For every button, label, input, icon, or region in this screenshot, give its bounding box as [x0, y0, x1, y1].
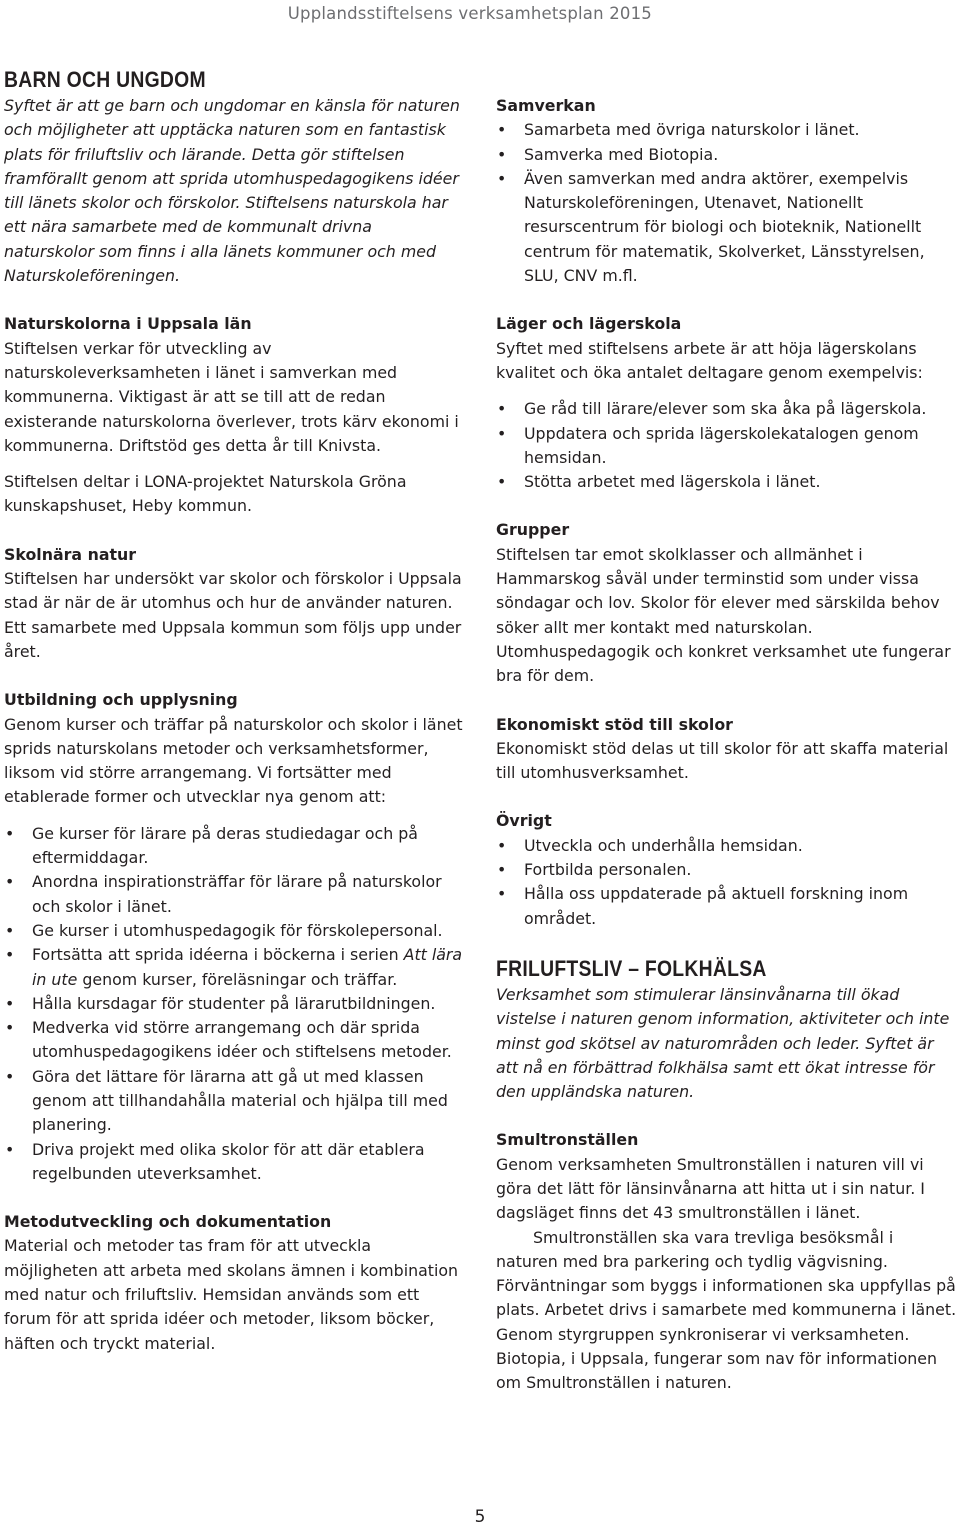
heading-metodutveckling: Metodutveckling och dokumentation [4, 1212, 332, 1232]
paragraph-smultronstallen-2: Smultronställen ska vara trevliga besöksmål i naturen med bra parkering och tydlig vägvisning. Förväntningar som byggs i informationen ska uppfyllas på plats. Arbetet drivs i samarbete med kommunerna i länet. Genom styrgruppen synkroniserar vi verksamheten. Biotopia, i Uppsala, fungerar som nav för informationen om Smultronställen i naturen. [496, 1227, 957, 1393]
paragraph-metodutveckling: Material och metoder tas fram för att utveckla möjligheten att arbeta med skolans ämnen i kombination med natur och friluftsliv. Hemsidan används som ett forum för att sprida idéer och metoder, liksom böcker, häften och tryckt material. [4, 1236, 459, 1353]
section-metodutveckling [4, 1210, 466, 1356]
heading-grupper: Grupper [496, 520, 570, 540]
section-barn-och-ungdom [4, 66, 466, 288]
section-lager-och-lagerskola [496, 312, 958, 494]
section-ekonomiskt-stod [496, 713, 958, 786]
heading-naturskolorna: Naturskolorna i Uppsala län [4, 314, 252, 334]
section-ovrigt [496, 809, 958, 930]
samverkan-bullet-list [496, 118, 958, 288]
section-naturskolorna [4, 312, 466, 518]
heading-ekonomiskt-stod: Ekonomiskt stöd till skolor [496, 714, 733, 734]
section-samverkan [496, 94, 958, 288]
list-item: • Fortbilda personalen. [496, 858, 958, 882]
paragraph-naturskolorna-1: Stiftelsen verkar för utveckling av naturskoleverksamheten i länet i samverkan med kommunerna. Viktigast är att se till att de redan existerande naturskolorna överlever, trots kärv ekonomi i kommunerna. Driftstöd ges detta år till Knivsta. [4, 338, 459, 455]
right-column [496, 94, 958, 1420]
list-item: • Göra det lättare för lärarna att gå ut med klassen genom att tillhandahålla material och hjälpa till med planering. [4, 1065, 466, 1138]
list-item: • Samarbeta med övriga naturskolor i länet. [496, 118, 958, 142]
list-item: • Ge kurser för lärare på deras studiedagar och på eftermiddagar. [4, 822, 466, 871]
lager-bullet-list [496, 397, 958, 494]
heading-utbildning: Utbildning och upplysning [4, 690, 238, 710]
paragraph-smultronstallen-1: Genom verksamheten Smultronställen i naturen vill vi göra det lätt för länsinvånarna att hitta ut i sin natur. I dagsläget finns det 43 smultronställen i länet. [496, 1154, 925, 1223]
paragraph-naturskolorna-2: Stiftelsen deltar i LONA-projektet Naturskola Gröna kunskapshuset, Heby kommun. [4, 472, 407, 516]
heading-smultronstallen: Smultronställen [496, 1130, 639, 1150]
section-heading-friluftsliv: FRILUFTSLIV – FOLKHÄLSA [496, 955, 767, 981]
heading-skolnara-natur: Skolnära natur [4, 544, 137, 564]
section-grupper [496, 518, 958, 688]
section-utbildning [4, 688, 466, 1186]
paragraph-skolnara-natur: Stiftelsen har undersökt var skolor och förskolor i Uppsala stad är när de är utomhus och hur de använder naturen. Ett samarbete med Uppsala kommun som följs upp under året. [4, 569, 462, 661]
list-item: • Utveckla och underhålla hemsidan. [496, 834, 958, 858]
section-heading-barn-och-ungdom: BARN OCH UNGDOM [4, 67, 206, 92]
paragraph-ekonomiskt-stod: Ekonomiskt stöd delas ut till skolor för att skaffa material till utomhusverksamhet. [496, 738, 949, 783]
paragraph-lager: Syftet med stiftelsens arbete är att höja lägerskolans kvalitet och öka antalet deltagare genom exempelvis: [496, 338, 923, 382]
paragraph-utbildning: Genom kurser och träffar på naturskolor och skolor i länet sprids naturskolans metoder och verksamhetsformer, liksom vid större arrangemang. Vi fortsätter med etablerade former och utvecklar nya genom att: [4, 714, 463, 807]
list-item: • Anordna inspirationsträffar för lärare på naturskolor och skolor i länet. [4, 870, 466, 919]
list-item-text: Fortsätta att sprida idéerna i böckerna i serien [32, 945, 404, 965]
section-skolnara-natur [4, 543, 466, 664]
list-item: • Medverka vid större arrangemang och där sprida utomhuspedagogikens idéer och stiftelsens metoder. [4, 1016, 466, 1065]
section-friluftsliv-folkhalsa [496, 955, 958, 1104]
page-number: 5 [474, 1507, 486, 1527]
list-item: • Hålla oss uppdaterade på aktuell forskning inom området. [496, 882, 958, 931]
list-item [4, 943, 466, 992]
section-intro-barn: Syftet är att ge barn och ungdomar en känsla för naturen och möjligheter att upptäcka naturen som en fantastisk plats för friluftsliv och lärande. Detta gör stiftelsen framförallt genom att sprida utomhuspedagogikens idéer till länets skolor och förskolor. Stiftelsens naturskola har ett nära samarbete med de kommunalt drivna naturskolor som finns i alla länets kommuner och med Naturskoleföreningen. [4, 96, 460, 286]
ovrigt-bullet-list [496, 834, 958, 931]
list-item: • Driva projekt med olika skolor för att där etablera regelbunden uteverksamhet. [4, 1138, 466, 1187]
list-item: • Ge råd till lärare/elever som ska åka på lägerskola. [496, 397, 958, 421]
heading-samverkan: Samverkan [496, 96, 596, 115]
book-series-title: Att lära in ute [32, 945, 463, 989]
section-smultronstallen [496, 1128, 958, 1395]
list-item: • Ge kurser i utomhuspedagogik för förskolepersonal. [4, 919, 466, 943]
utbildning-bullet-list [4, 822, 466, 1186]
heading-lager: Läger och lägerskola [496, 314, 682, 334]
list-item-text: genom kurser, föreläsningar och träffar. [77, 969, 398, 989]
left-column [4, 66, 466, 1380]
list-item: • Hålla kursdagar för studenter på lärarutbildningen. [4, 992, 466, 1016]
section-intro-friluftsliv: Verksamhet som stimulerar länsinvånarna till ökad vistelse i naturen genom information, aktiviteter och inte minst god skötsel av naturområden och leder. Syftet är att nå en förbättrad folkhälsa samt ett ökat intresse för den uppländska naturen. [496, 984, 950, 1102]
paragraph-grupper: Stiftelsen tar emot skolklasser och allmänhet i Hammarskog såväl under terminstid som under vissa söndagar och lov. Skolor för elever med särskilda behov söker allt mer kontakt med naturskolan. Utomhuspedagogik och konkret verksamhet ute fungerar bra för dem. [496, 544, 951, 686]
list-item: • Stötta arbetet med lägerskola i länet. [496, 470, 958, 494]
list-item: • Samverka med Biotopia. [496, 143, 958, 167]
list-item: • Uppdatera och sprida lägerskolekatalogen genom hemsidan. [496, 422, 958, 471]
heading-ovrigt: Övrigt [496, 811, 552, 831]
list-item: • Även samverkan med andra aktörer, exempelvis Naturskoleföreningen, Utenavet, Nationellt resurscentrum för biologi och bioteknik, Nationellt centrum för matematik, Skolverket, Länsstyrelsen, SLU, CNV m.fl. [496, 167, 958, 288]
page-header-title: Upplandsstiftelsens verksamhetsplan 2015 [287, 4, 652, 23]
